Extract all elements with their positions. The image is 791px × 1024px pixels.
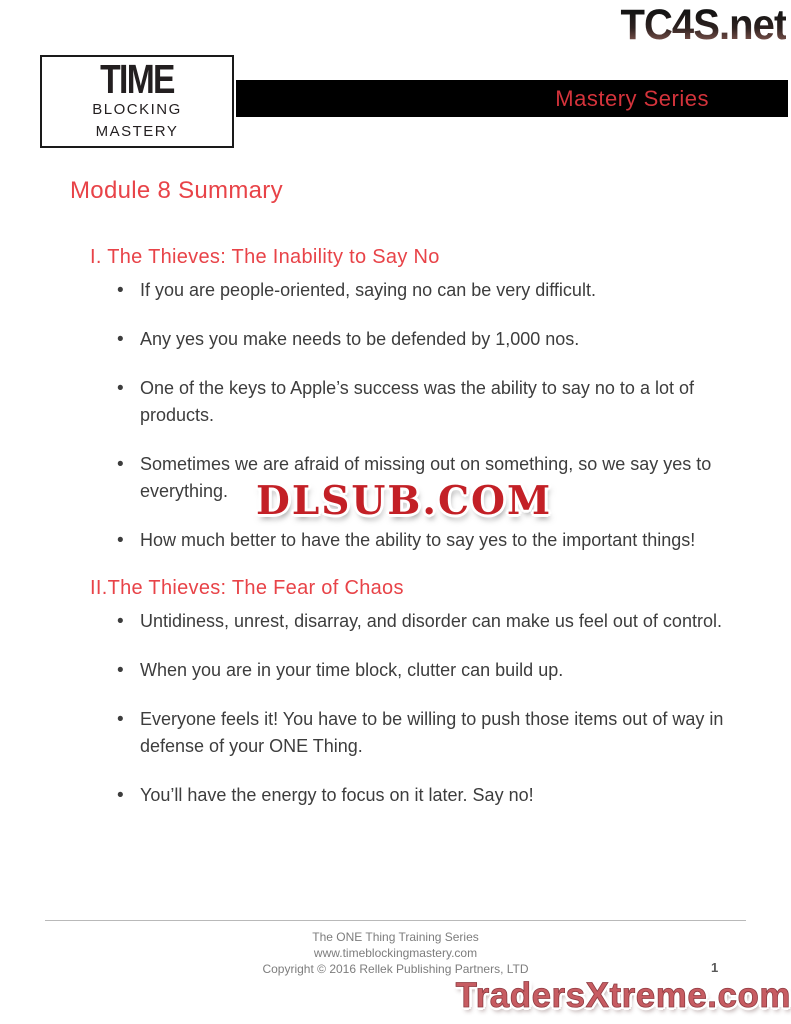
watermark-dlsub: DLSUB.COM (256, 478, 553, 524)
footer-copyright: Copyright © 2016 Rellek Publishing Partners, LTD (262, 962, 529, 976)
list-item: • Sometimes we are afraid of missing out on something, so we say yes to everything. (140, 451, 728, 505)
list-item: • Any yes you make needs to be defended by 1,000 nos. (140, 326, 728, 353)
section-heading: I. The Thieves: The Inability to Say No (90, 246, 440, 268)
logo-line-time: TIME (100, 56, 174, 103)
watermark-tradersxtreme: TradersXtreme.com (455, 976, 791, 1015)
section-thieves-fear-of-chaos (70, 576, 735, 809)
footer-divider (45, 920, 746, 921)
footer (0, 929, 791, 977)
bullet-list (70, 608, 735, 809)
list-item: • When you are in your time block, clutter can build up. (140, 657, 728, 684)
list-item: • If you are people-oriented, saying no can be very difficult. (140, 277, 728, 304)
page-number: 1 (711, 960, 719, 975)
footer-website: www.timeblockingmastery.com (313, 946, 478, 960)
list-item: • Untidiness, unrest, disarray, and disorder can make us feel out of control. (140, 608, 728, 635)
list-item: • You’ll have the energy to focus on it later. Say no! (140, 782, 728, 809)
list-item: • One of the keys to Apple’s success was the ability to say no to a lot of products. (140, 375, 728, 429)
section-heading: II.The Thieves: The Fear of Chaos (90, 577, 404, 599)
logo-line-blocking: BLOCKING (92, 101, 182, 119)
list-item: • How much better to have the ability to say yes to the important things! (140, 527, 728, 554)
header-banner (236, 80, 788, 117)
page-title: Module 8 Summary (70, 177, 283, 204)
list-item: • Everyone feels it! You have to be willing to push those items out of way in defense of your ONE Thing. (140, 706, 728, 760)
banner-label: Mastery Series (555, 85, 709, 111)
time-blocking-mastery-logo (40, 55, 234, 148)
footer-series-title: The ONE Thing Training Series (312, 930, 479, 944)
logo-line-mastery: MASTERY (95, 122, 179, 140)
watermark-tc4s: TC4S.net (620, 1, 786, 49)
